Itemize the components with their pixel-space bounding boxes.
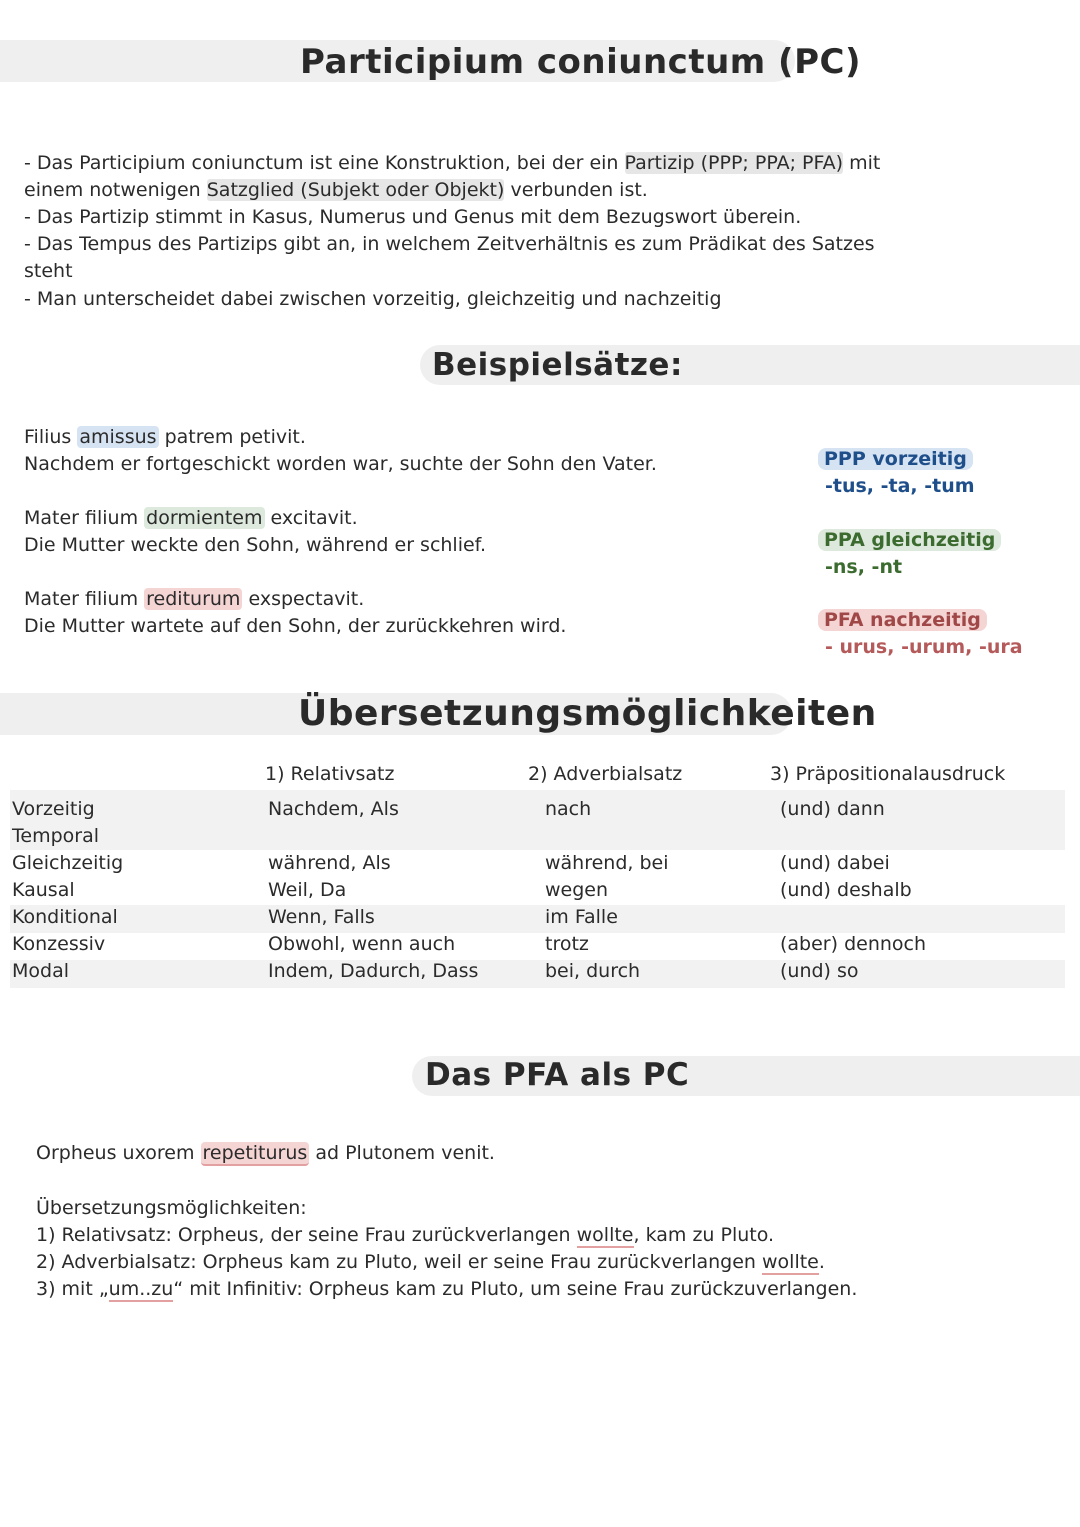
example-3-german: Die Mutter wartete auf den Sohn, der zurückkehren wird. <box>24 615 567 637</box>
table-cell-gleichzeitig-2: während, bei <box>545 852 669 874</box>
highlight-satzglied: Satzglied (Subjekt oder Objekt) <box>206 179 505 201</box>
example-3-latin: Mater filium rediturum exspectavit. <box>24 588 365 610</box>
example-2-latin: Mater filium dormientem excitavit. <box>24 507 358 529</box>
highlight-dormientem: dormientem <box>146 507 263 529</box>
intro-line-2: einem notwenigen Satzglied (Subjekt oder Objekt) verbunden ist. <box>24 179 648 201</box>
example-2-german: Die Mutter weckte den Sohn, während er schlief. <box>24 534 487 556</box>
table-row-label-kausal: Kausal <box>12 879 75 901</box>
table-cell-modal-2: bei, durch <box>545 960 641 982</box>
table-header-adverbialsatz: 2) Adverbialsatz <box>528 763 683 785</box>
table-row-label-vorzeitig: Vorzeitig <box>12 798 95 820</box>
table-cell-konzessiv-3: (aber) dennoch <box>780 933 927 955</box>
table-row-label-modal: Modal <box>12 960 69 982</box>
table-cell-vorzeitig-1: Nachdem, Als <box>268 798 399 820</box>
table-row-label-konzessiv: Konzessiv <box>12 933 106 955</box>
pfa-sentence: Orpheus uxorem repetiturus ad Plutonem venit. <box>36 1142 495 1164</box>
table-header-praepositionalausdruck: 3) Präpositionalausdruck <box>770 763 1006 785</box>
table-band-1 <box>10 790 1065 850</box>
highlight-repetiturus: repetiturus <box>202 1142 308 1164</box>
table-cell-kausal-1: Weil, Da <box>268 879 347 901</box>
intro-line-6: - Man unterscheidet dabei zwischen vorzeitig, gleichzeitig und nachzeitig <box>24 288 722 310</box>
pfa-heading: Das PFA als PC <box>425 1057 690 1093</box>
page-title: Participium coniunctum (PC) <box>300 42 862 82</box>
legend-pfa-label: PFA nachzeitig <box>818 609 987 631</box>
examples-heading: Beispielsätze: <box>432 347 683 383</box>
table-cell-vorzeitig-2: nach <box>545 798 592 820</box>
pfa-option-1: 1) Relativsatz: Orpheus, der seine Frau zurückverlangen wollte, kam zu Pluto. <box>36 1224 775 1246</box>
legend-ppa-endings: -ns, -nt <box>825 556 903 578</box>
highlight-rediturum: rediturum <box>146 588 241 610</box>
intro-line-3: - Das Partizip stimmt in Kasus, Numerus und Genus mit dem Bezugswort überein. <box>24 206 802 228</box>
pfa-subheading: Übersetzungsmöglichkeiten: <box>36 1197 307 1219</box>
table-cell-konzessiv-2: trotz <box>545 933 589 955</box>
table-cell-gleichzeitig-1: während, Als <box>268 852 391 874</box>
highlight-amissus: amissus <box>79 426 157 448</box>
intro-line-1: - Das Participium coniunctum ist eine Konstruktion, bei der ein Partizip (PPP; PPA; PFA) mit <box>24 152 881 174</box>
legend-ppp-label: PPP vorzeitig <box>818 448 973 470</box>
intro-line-5: steht <box>24 260 73 282</box>
table-cell-gleichzeitig-3: (und) dabei <box>780 852 890 874</box>
table-row-label-temporal: Temporal <box>12 825 99 847</box>
table-cell-vorzeitig-3: (und) dann <box>780 798 885 820</box>
table-header-relativsatz: 1) Relativsatz <box>265 763 395 785</box>
legend-ppa-label: PPA gleichzeitig <box>818 529 1001 551</box>
pfa-option-2: 2) Adverbialsatz: Orpheus kam zu Pluto, weil er seine Frau zurückverlangen wollte. <box>36 1251 825 1273</box>
table-row-label-konditional: Konditional <box>12 906 118 928</box>
example-1-german: Nachdem er fortgeschickt worden war, suchte der Sohn den Vater. <box>24 453 657 475</box>
table-cell-modal-1: Indem, Dadurch, Dass <box>268 960 479 982</box>
table-row-label-gleichzeitig: Gleichzeitig <box>12 852 124 874</box>
table-cell-kausal-2: wegen <box>545 879 609 901</box>
table-band-2 <box>10 905 1065 933</box>
pfa-option-3: 3) mit „um..zu“ mit Infinitiv: Orpheus kam zu Pluto, um seine Frau zurückzuverlangen. <box>36 1278 858 1300</box>
table-cell-konditional-1: Wenn, Falls <box>268 906 375 928</box>
legend-pfa-endings: - urus, -urum, -ura <box>825 636 1023 658</box>
example-1-latin: Filius amissus patrem petivit. <box>24 426 306 448</box>
legend-ppp-endings: -tus, -ta, -tum <box>825 475 975 497</box>
table-cell-konzessiv-1: Obwohl, wenn auch <box>268 933 456 955</box>
table-cell-konditional-2: im Falle <box>545 906 618 928</box>
translations-heading: Übersetzungsmöglichkeiten <box>298 693 877 734</box>
intro-line-4: - Das Tempus des Partizips gibt an, in welchem Zeitverhältnis es zum Prädikat des Satzes <box>24 233 875 255</box>
table-cell-kausal-3: (und) deshalb <box>780 879 912 901</box>
table-band-3 <box>10 960 1065 988</box>
highlight-partizip: Partizip (PPP; PPA; PFA) <box>624 152 844 174</box>
table-cell-modal-3: (und) so <box>780 960 859 982</box>
